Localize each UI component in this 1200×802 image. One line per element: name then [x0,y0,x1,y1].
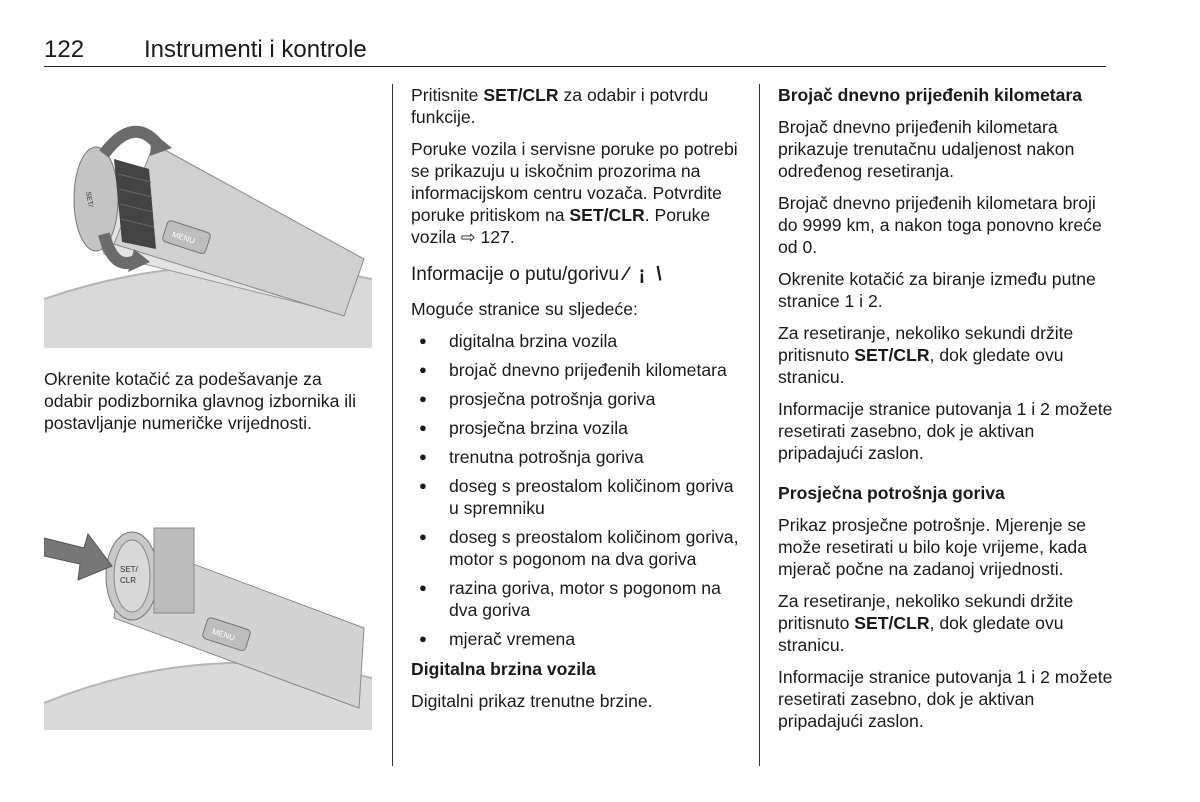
menu-button-label: MENU [170,229,197,246]
chapter-title: Instrumenti i kontrole [144,36,367,63]
figure-press-set-clr [44,468,372,730]
paragraph-trip-odometer: Brojač dnevno prijeđenih kilometara prikazuje trenutačnu udaljenost nakon određenog resetiranja. [778,117,1075,181]
subheading-avg-consumption: Prosječna potrošnja goriva [778,483,1005,503]
pages-list [411,330,741,650]
stalk-illustration-rotate [44,84,372,348]
cross-reference: ⇨ 127. [460,227,515,247]
list-item: ● mjerač vremena [411,628,741,650]
paragraph-vehicle-messages: Poruke vozila i servisne poruke po potrebi se prikazuju u iskočnim prozorima na informacijskom centru vozača. Potvrdite poruke pritiskom na SET/CLR. Poruke vozila ⇨ 127. [411,139,738,247]
figure-wheel-rotation [44,84,372,348]
list-item: ● brojač dnevno prijeđenih kilometara [411,359,741,381]
section-heading-trip-fuel: Informacije o putu/gorivu ∕ ¡ \ [411,264,665,285]
column-divider-2 [759,84,760,766]
subheading-trip-odometer: Brojač dnevno prijeđenih kilometara [778,85,1083,105]
list-intro: Moguće stranice su sljedeće: [411,299,638,319]
column-right [778,84,1118,742]
column-divider-1 [392,84,393,766]
trip-fuel-symbols: ∕ ¡ \ [624,264,665,285]
stalk-illustration-press [44,468,372,730]
set-label-2: SET/ [120,565,138,574]
list-item: ● prosječna potrošnja goriva [411,388,741,410]
set-label: SET/ [84,191,94,208]
list-item: ● trenutna potrošnja goriva [411,446,741,468]
column-middle [411,84,741,722]
page-header [44,36,1106,67]
paragraph-trip-count: Brojač dnevno prijeđenih kilometara broji do 9999 km, a nakon toga ponovno kreće od 0. [778,193,1102,257]
paragraph-avg-consumption: Prikaz prosječne potrošnje. Mjerenje se može resetirati u bilo koje vrijeme, kada mjerač počne na zadanoj vrijednosti. [778,515,1087,579]
paragraph-turn-wheel: Okrenite kotačić za biranje između putne stranice 1 i 2. [778,269,1096,311]
figure-caption: Okrenite kotačić za podešavanje za odabir podizbornika glavnog izbornika ili postavljanje numeričke vrijednosti. [44,369,356,433]
paragraph-reset-separate-1: Informacije stranice putovanja 1 i 2 možete resetirati zasebno, dok je aktivan pripadajući zaslon. [778,399,1113,463]
list-item: ● doseg s preostalom količinom goriva u spremniku [411,475,741,519]
subheading-digital-speed: Digitalna brzina vozila [411,659,596,679]
list-item: ● prosječna brzina vozila [411,417,741,439]
page-number: 122 [44,36,85,63]
list-item: ● razina goriva, motor s pogonom na dva goriva [411,577,741,621]
paragraph-reset-2: Za resetiranje, nekoliko sekundi držite pritisnuto SET/CLR, dok gledate ovu stranicu. [778,591,1074,655]
paragraph-select-confirm: Pritisnite SET/CLR za odabir i potvrdu funkcije. [411,85,709,127]
paragraph-reset-1: Za resetiranje, nekoliko sekundi držite pritisnuto SET/CLR, dok gledate ovu stranicu. [778,323,1074,387]
clr-label-2: CLR [120,576,137,585]
menu-button-label-2: MENU [210,626,237,643]
list-item: ● digitalna brzina vozila [411,330,741,352]
list-item: ● doseg s preostalom količinom goriva, motor s pogonom na dva goriva [411,526,741,570]
paragraph-digital-speed: Digitalni prikaz trenutne brzine. [411,691,653,711]
paragraph-reset-separate-2: Informacije stranice putovanja 1 i 2 možete resetirati zasebno, dok je aktivan pripadajući zaslon. [778,667,1113,731]
